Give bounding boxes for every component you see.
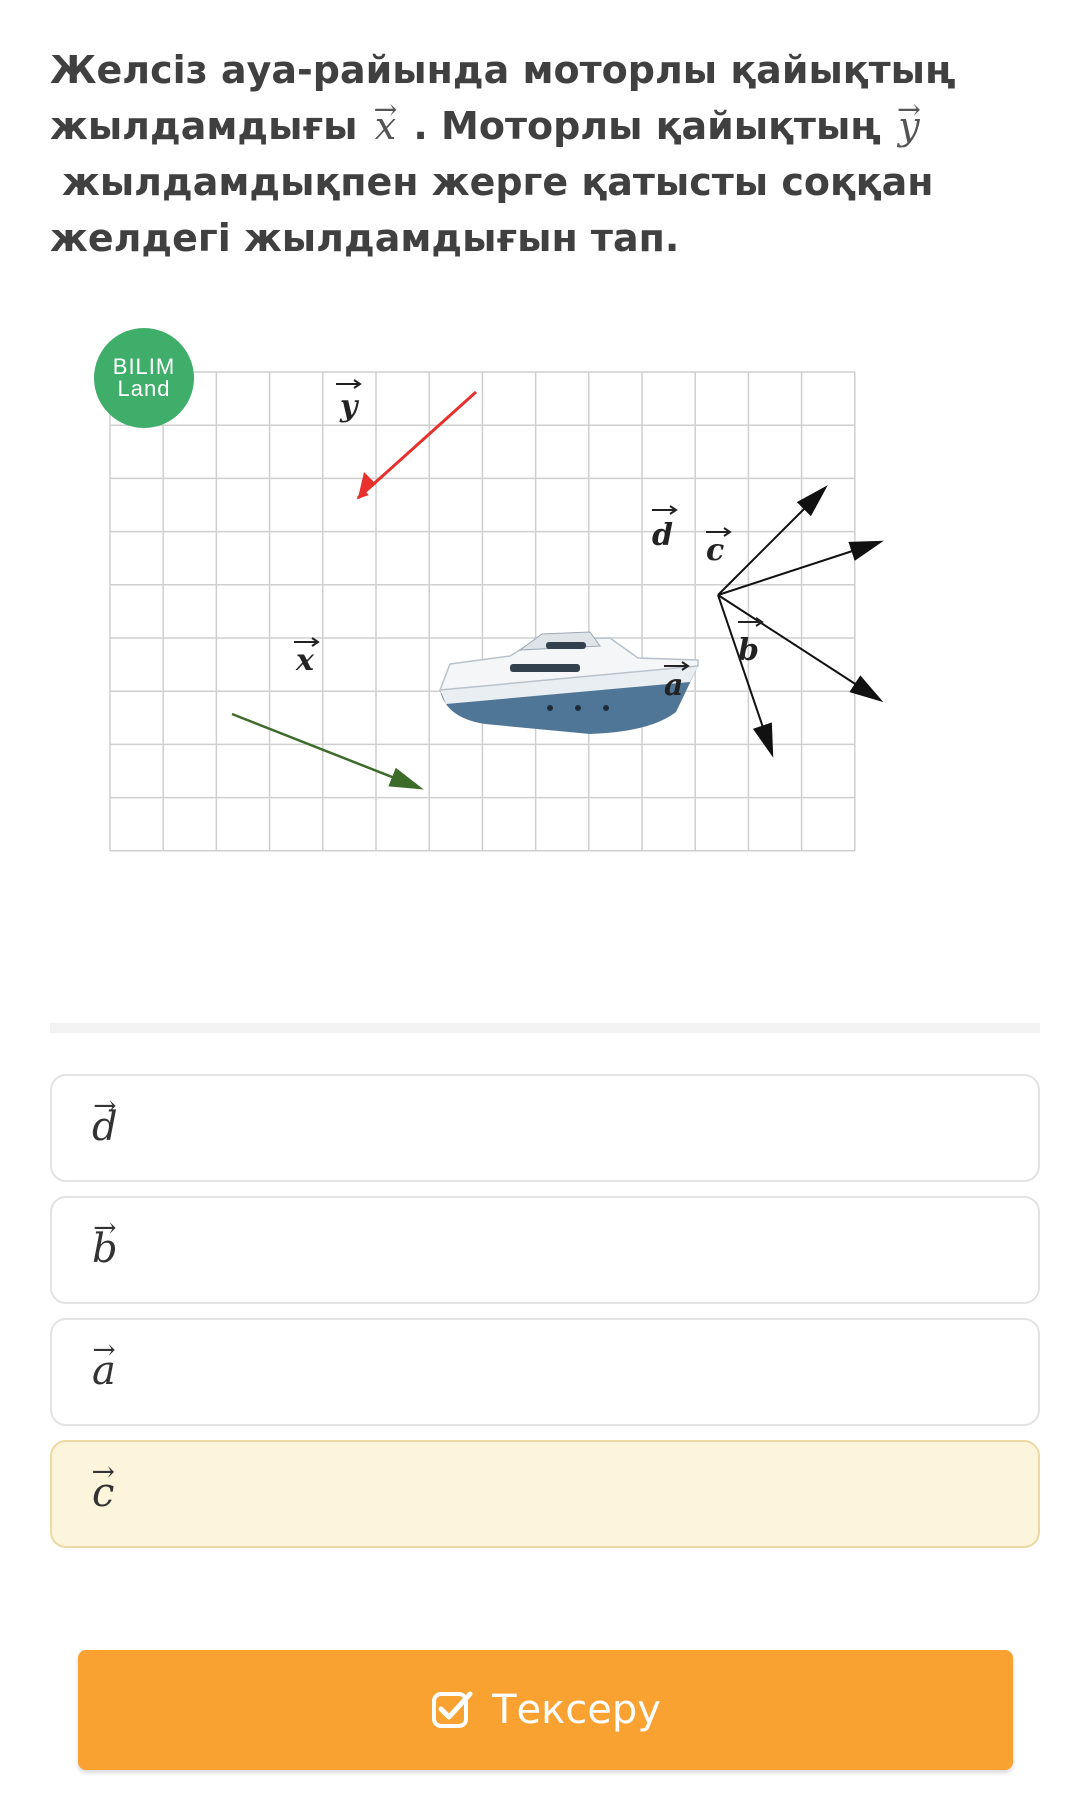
option-label: → a bbox=[92, 1348, 116, 1394]
vector-a-arrow bbox=[718, 595, 772, 754]
question-line-1: Желсіз ауа-райында моторлы қайықтың bbox=[50, 48, 956, 92]
logo-line-2: Land bbox=[117, 376, 171, 401]
label-x: x bbox=[296, 643, 314, 678]
bilimland-logo bbox=[94, 328, 194, 428]
option-label: → b bbox=[92, 1226, 118, 1272]
question-line-2-mid: . Моторлы қайықтың bbox=[413, 104, 881, 148]
boat-image bbox=[440, 632, 698, 734]
answer-options bbox=[50, 1074, 1040, 1562]
label-b: b bbox=[738, 633, 759, 668]
question-line-2-start: жылдамдығы bbox=[50, 104, 358, 148]
check-button[interactable] bbox=[78, 1650, 1013, 1770]
question-line-2 bbox=[50, 98, 990, 154]
vector-x-arrow bbox=[232, 714, 420, 788]
logo-line-1: BILIM bbox=[112, 354, 176, 379]
vector-x-symbol: → x bbox=[371, 98, 400, 154]
answer-option-d[interactable] bbox=[50, 1074, 1040, 1182]
question-line-4: желдегі жылдамдығын тап. bbox=[50, 216, 680, 260]
vector-diagram bbox=[90, 320, 990, 950]
vector-y-symbol: → y bbox=[894, 98, 923, 154]
section-divider bbox=[50, 1023, 1040, 1033]
label-a: a bbox=[664, 668, 684, 703]
answer-option-a[interactable] bbox=[50, 1318, 1040, 1426]
answer-option-c[interactable] bbox=[50, 1440, 1040, 1548]
vector-d-arrow bbox=[718, 488, 825, 595]
vector-c-arrow bbox=[718, 542, 880, 595]
question-text bbox=[50, 42, 990, 266]
label-y: y bbox=[340, 389, 358, 424]
vector-y-head bbox=[358, 472, 376, 498]
option-label: → d bbox=[92, 1104, 118, 1150]
label-arrows bbox=[294, 380, 762, 670]
label-c: c bbox=[706, 533, 725, 568]
check-button-label: Тексеру bbox=[492, 1687, 661, 1733]
question-line-3: жылдамдықпен жерге қатысты соққан bbox=[62, 160, 934, 204]
vector-grid-svg bbox=[90, 320, 990, 950]
option-label: → c bbox=[92, 1470, 114, 1516]
check-square-icon bbox=[430, 1688, 474, 1732]
label-d: d bbox=[652, 518, 673, 553]
answer-option-b[interactable] bbox=[50, 1196, 1040, 1304]
